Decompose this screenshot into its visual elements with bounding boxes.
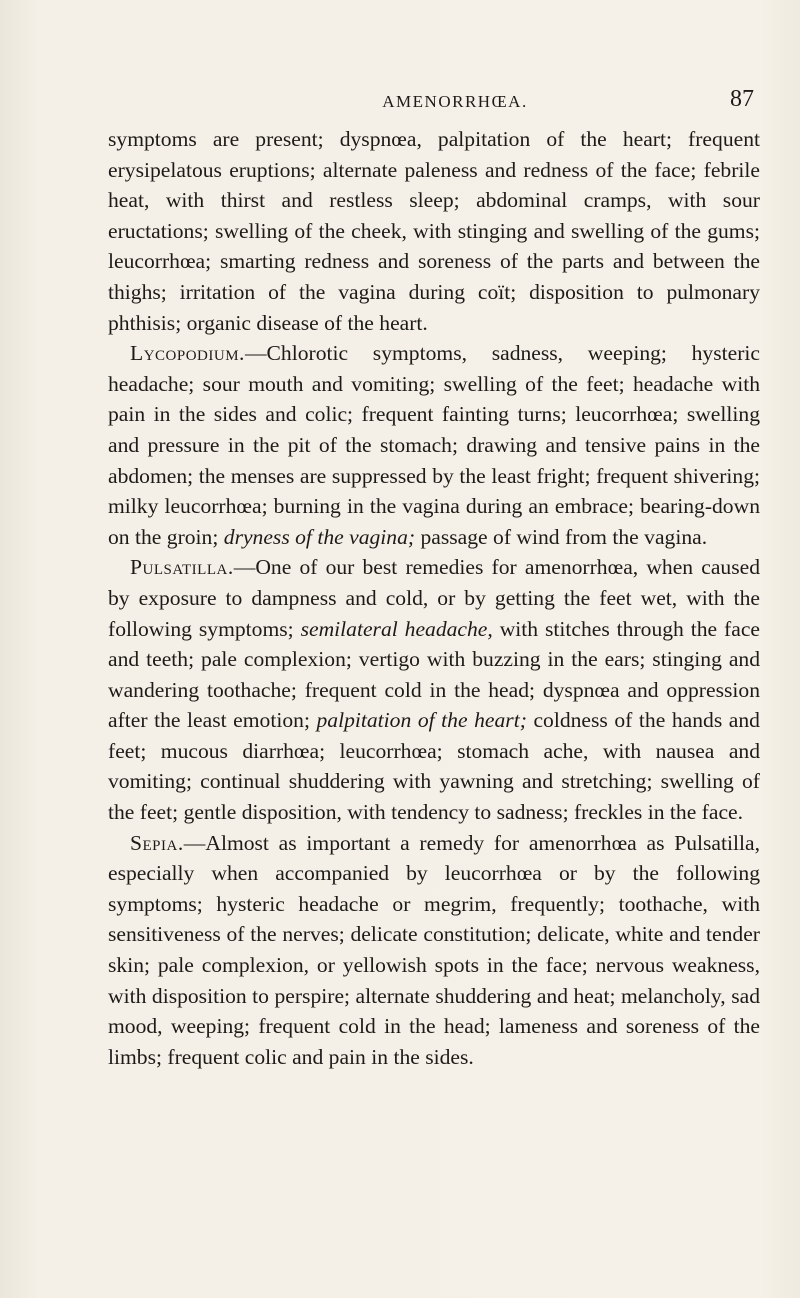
page-number: 87 bbox=[730, 86, 754, 112]
italic-phrase: palpitation of the heart; bbox=[316, 708, 527, 733]
remedy-name: Sepia. bbox=[130, 830, 184, 855]
page-header bbox=[110, 86, 760, 116]
text-run: —Chlorotic symptoms, sadness, weeping; hysteric headache; sour mouth and vomiting; swelling of the feet; headache with pain in the sides and colic; frequent fainting turns; leucorrhœa; swelling and pressure in the pit of the stomach; drawing and tensive pains in the abdomen; the menses are suppressed by the least fright; frequent shivering; milky leucorrhœa; burning in the vagina during an embrace; bearing-down on the groin; bbox=[108, 341, 760, 549]
text-run: passage of wind from the vagina. bbox=[415, 524, 708, 549]
text-run: with stitches through the face and teeth; pale complexion; vertigo with buzzing in the ears; stinging and wandering toothache; frequent cold in the head; dyspnœa and oppression after the least emotion; bbox=[108, 616, 760, 733]
paragraph-pulsatilla bbox=[108, 552, 760, 827]
paragraph-continuation bbox=[108, 124, 760, 338]
text-run: coldness of the hands and feet; mucous diarrhœa; leucorrhœa; stomach ache, with nausea and vomiting; continual shuddering with yawning and stretching; swelling of the feet; gentle disposition, with tendency to sadness; freckles in the face. bbox=[108, 708, 760, 825]
paragraph-sepia bbox=[108, 828, 760, 1073]
remedy-name: Pulsatilla. bbox=[130, 555, 234, 580]
running-head: AMENORRHŒA. bbox=[382, 92, 528, 111]
italic-phrase: dryness of the vagina; bbox=[223, 524, 416, 549]
text-run: —One of our best remedies for amenorrhœa, when caused by exposure to dampness and cold, or by getting the feet wet, with the following symptoms; bbox=[108, 555, 760, 641]
paragraph-lycopodium bbox=[108, 338, 760, 552]
body-text bbox=[108, 124, 760, 1072]
text-run: —Almost as important a remedy for amenorrhœa as Pulsatilla, especially when accompanied by leucorrhœa or by the following symptoms; hysteric headache or megrim, frequently; toothache, with sensitiveness of the nerves; delicate constitution; delicate, white and tender skin; pale complexion, or yellowish spots in the face; nervous weakness, with disposition to perspire; alternate shuddering and heat; melancholy, sad mood, weeping; frequent cold in the head; lameness and soreness of the limbs; frequent colic and pain in the sides. bbox=[108, 830, 760, 1069]
remedy-name: Lycopodium. bbox=[130, 341, 245, 366]
text-run: symptoms are present; dyspnœa, palpitation of the heart; frequent erysipelatous eruptions; alternate paleness and redness of the face; febrile heat, with thirst and restless sleep; abdominal cramps, with sour eructations; swelling of the cheek, with stinging and swelling of the gums; leucorrhœa; smarting redness and soreness of the parts and between the thighs; irritation of the vagina during coït; disposition to pulmonary phthisis; organic disease of the heart. bbox=[108, 127, 760, 335]
italic-phrase: semilateral headache, bbox=[300, 616, 493, 641]
